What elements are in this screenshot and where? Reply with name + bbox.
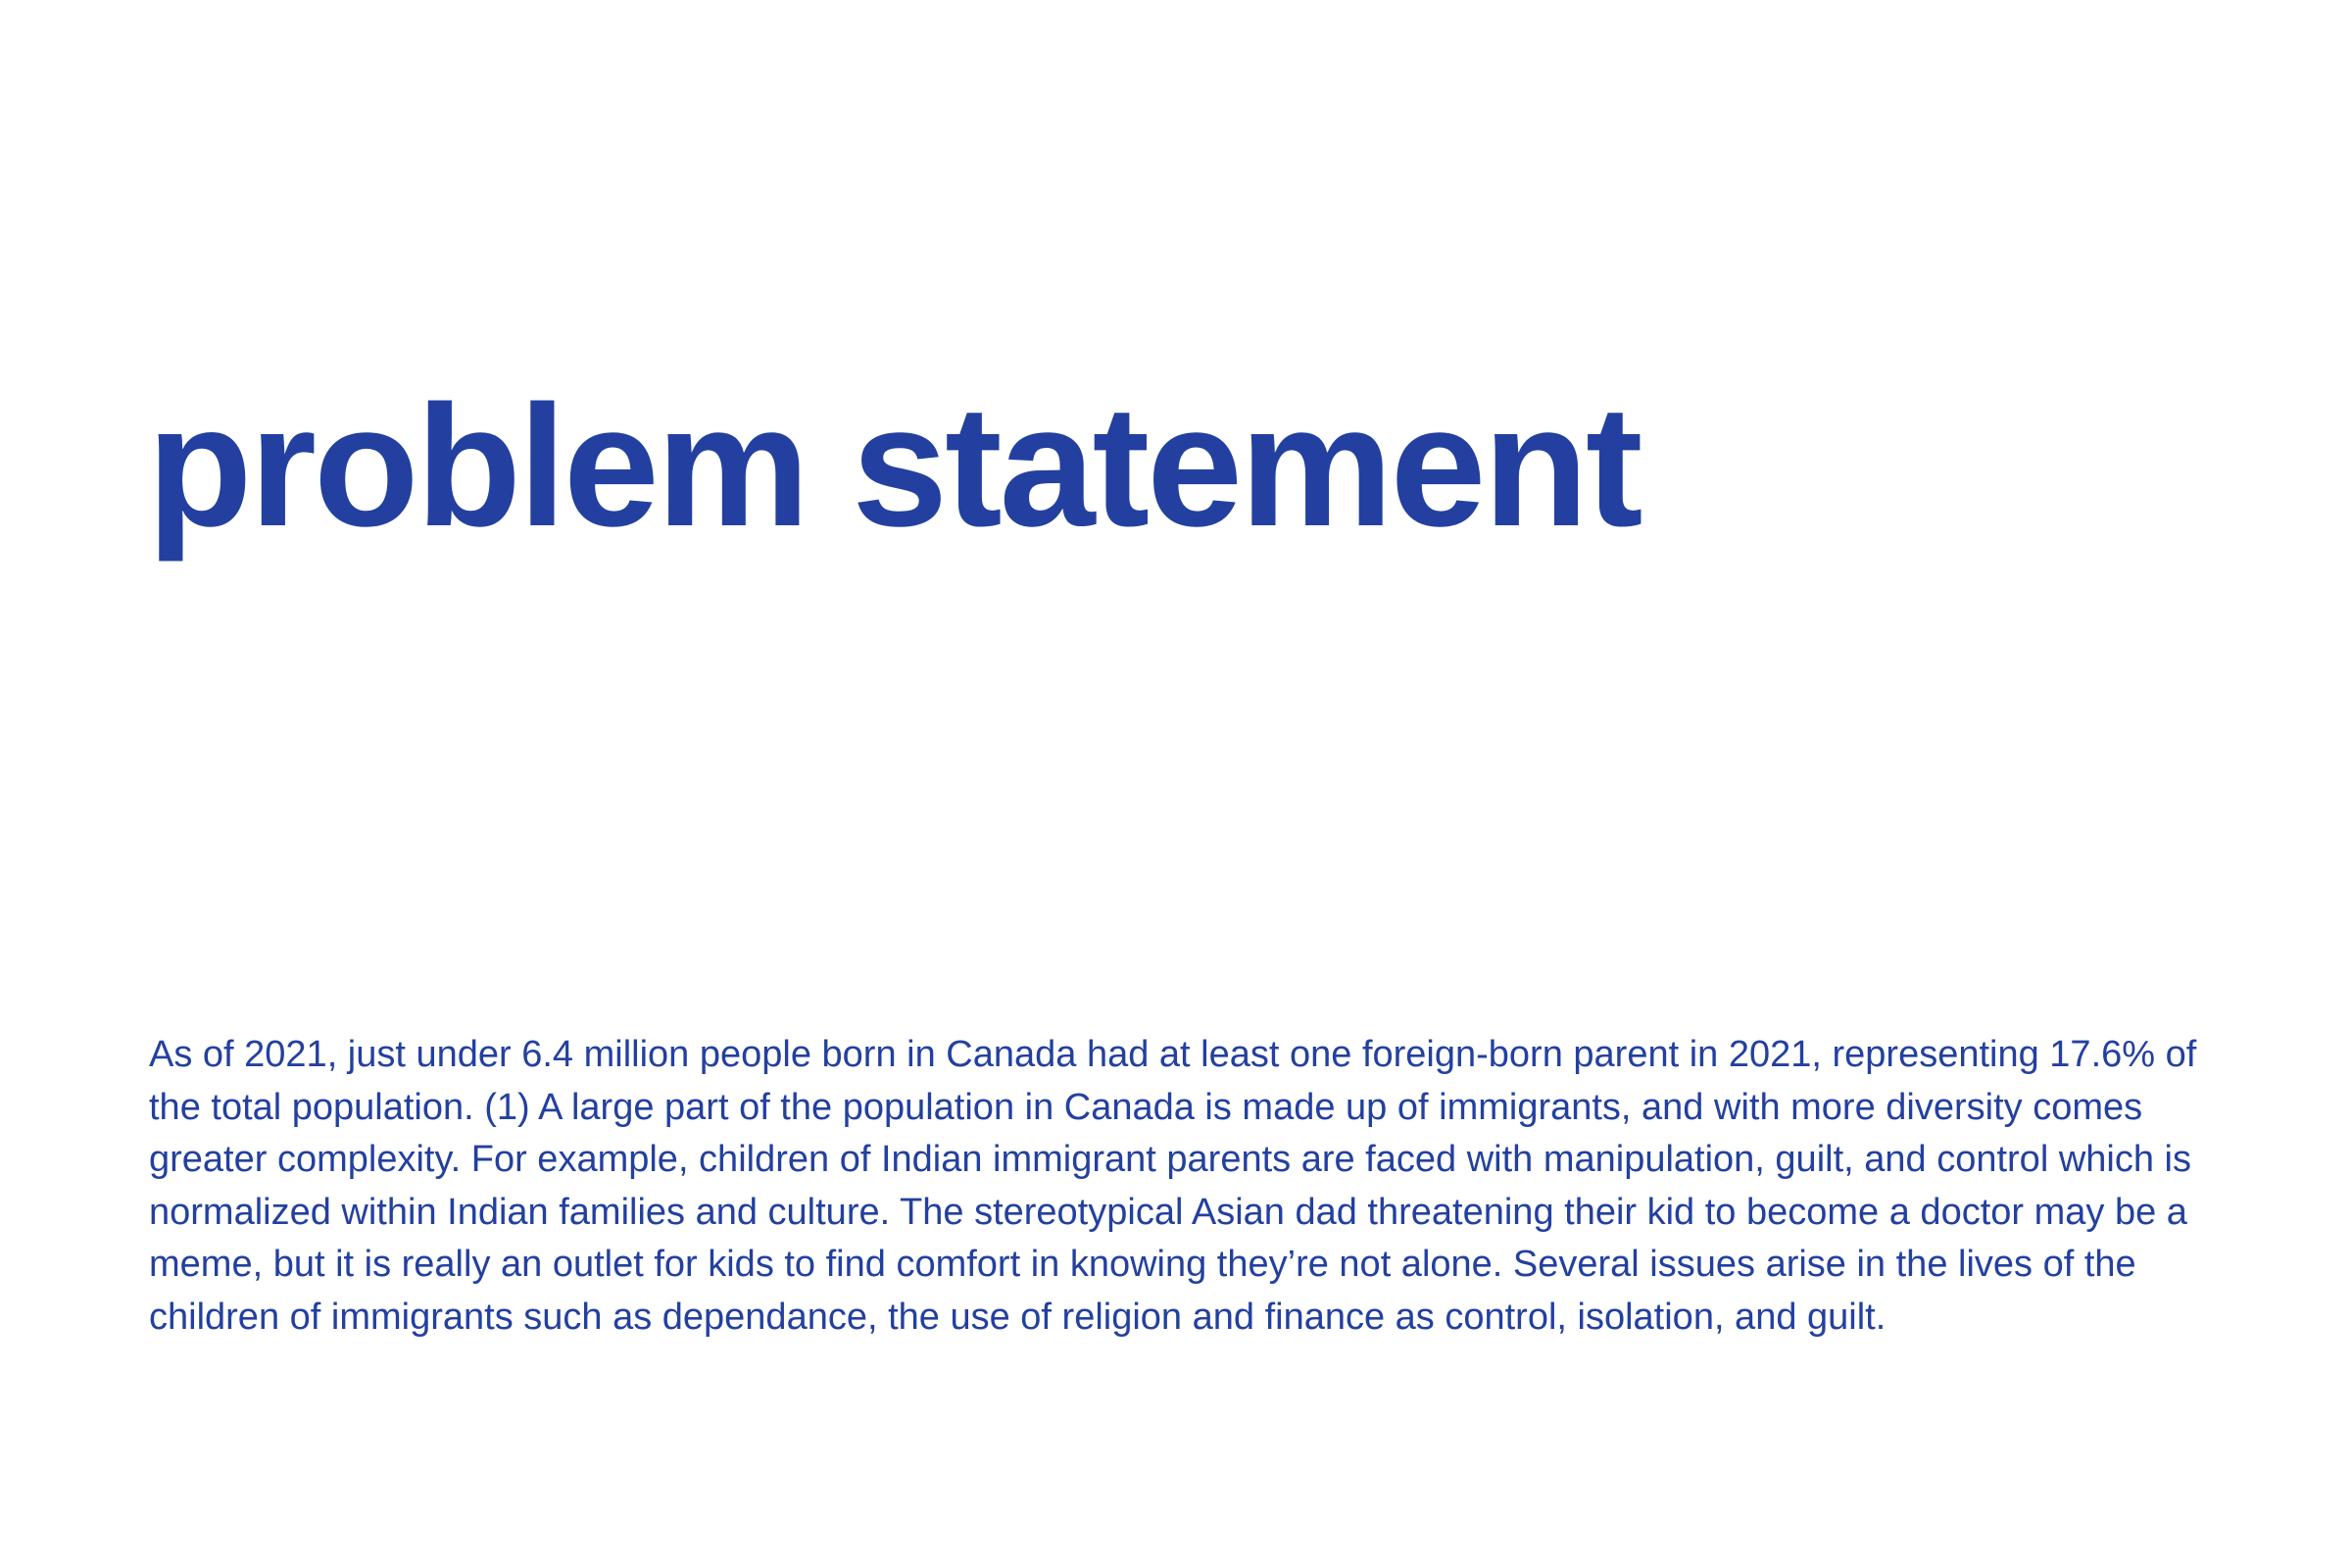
slide-title: problem statement [147,370,1641,563]
body-paragraph: As of 2021, just under 6.4 million people born in Canada had at least one foreign-born parent in 2021, representing 17.6% of the total population. (1) A large part of the population in Canada is made up of immigrants, and with more diversity comes greater complexity. For example, children of Indian immigrant parents are faced with manipulation, guilt, and control which is normalized within Indian families and culture. The stereotypical Asian dad threatening their kid to become a doctor may be a meme, but it is really an outlet for kids to find comfort in knowing they’re not alone. Several issues arise in the lives of the children of immigrants such as dependance, the use of religion and finance as control, isolation, and guilt. [149,1034,2197,1338]
